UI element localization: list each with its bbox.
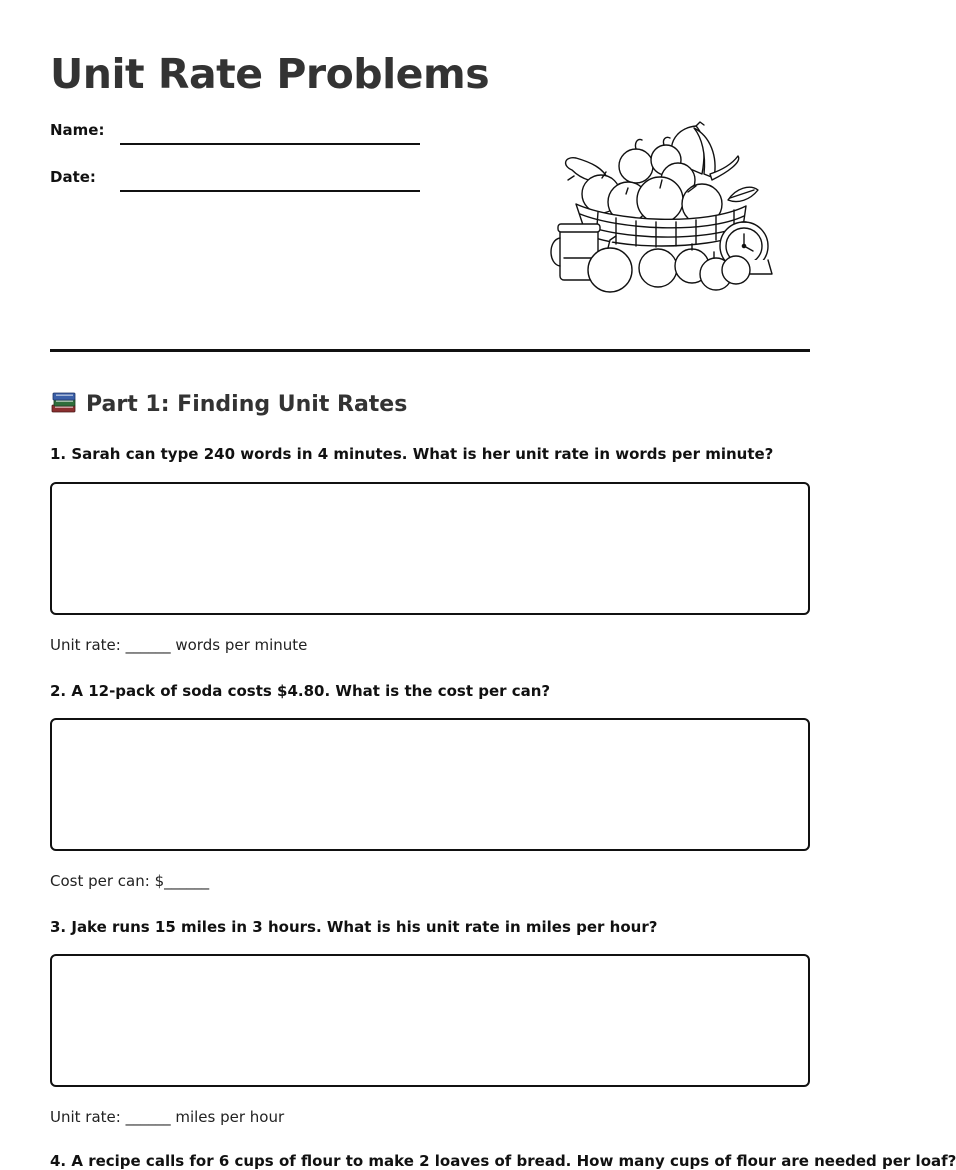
page-title: Unit Rate Problems <box>50 50 490 98</box>
answer-box-3[interactable] <box>50 954 810 1087</box>
question-3: 3. Jake runs 15 miles in 3 hours. What is his unit rate in miles per hour? <box>50 918 658 936</box>
answer-box-1[interactable] <box>50 482 810 615</box>
header-divider <box>50 349 810 352</box>
name-label: Name: <box>50 121 105 139</box>
answer-line-2: Cost per can: $______ <box>50 872 210 890</box>
date-line[interactable] <box>120 190 420 192</box>
question-1: 1. Sarah can type 240 words in 4 minutes. What is her unit rate in words per minute? <box>50 445 774 463</box>
books-icon <box>50 388 78 414</box>
date-field[interactable] <box>50 168 420 198</box>
fruit-basket-icon <box>546 122 776 294</box>
name-line[interactable] <box>120 143 420 145</box>
section-title-text: Part 1: Finding Unit Rates <box>86 392 408 417</box>
answer-line-3: Unit rate: ______ miles per hour <box>50 1108 285 1126</box>
answer-line-1: Unit rate: ______ words per minute <box>50 636 308 654</box>
answer-box-2[interactable] <box>50 718 810 851</box>
question-4: 4. A recipe calls for 6 cups of flour to make 2 loaves of bread. How many cups of flour are needed per loaf? <box>50 1152 956 1170</box>
section-title <box>50 388 407 417</box>
question-2: 2. A 12-pack of soda costs $4.80. What is the cost per can? <box>50 682 551 700</box>
name-field[interactable] <box>50 121 420 151</box>
date-label: Date: <box>50 168 96 186</box>
